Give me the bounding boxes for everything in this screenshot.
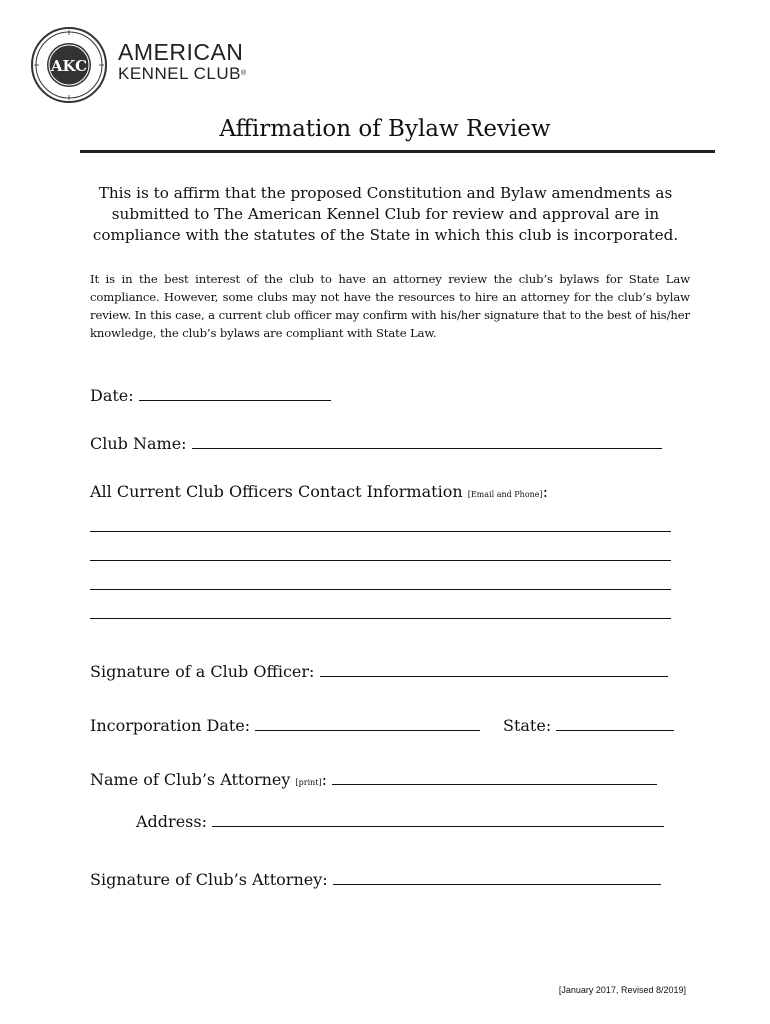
trademark: ® bbox=[240, 70, 247, 77]
club-name-label: Club Name: bbox=[90, 434, 187, 453]
club-name-field bbox=[90, 434, 662, 453]
attorney-name-hint: [print] bbox=[295, 778, 322, 787]
officer-signature-input-line[interactable] bbox=[320, 662, 668, 677]
brand-line-2: KENNEL CLUB® bbox=[118, 64, 247, 83]
attorney-name-input-line[interactable] bbox=[332, 770, 657, 785]
officer-contact-line-1[interactable] bbox=[90, 531, 671, 532]
officer-contact-line-3[interactable] bbox=[90, 589, 671, 590]
state-field bbox=[503, 716, 674, 735]
page-title: Affirmation of Bylaw Review bbox=[219, 116, 551, 142]
attorney-signature-field bbox=[90, 870, 661, 889]
state-input-line[interactable] bbox=[556, 716, 674, 731]
officer-signature-field bbox=[90, 662, 668, 681]
officer-signature-label: Signature of a Club Officer: bbox=[90, 662, 315, 681]
officers-colon: : bbox=[542, 482, 549, 501]
address-input-line[interactable] bbox=[212, 812, 664, 827]
date-input-line[interactable] bbox=[139, 386, 331, 401]
akc-seal-icon bbox=[30, 26, 108, 104]
address-label: Address: bbox=[136, 812, 207, 831]
intro-paragraph: This is to affirm that the proposed Constitution and Bylaw amendments as submitted to The American Kennel Club for review and approval are in compliance with the statutes of the State in which this club is incorporated. bbox=[92, 184, 679, 244]
attorney-signature-input-line[interactable] bbox=[333, 870, 661, 885]
brand-wordmark bbox=[118, 40, 247, 84]
revision-footer: [January 2017, Revised 8/2019] bbox=[558, 985, 686, 995]
date-label: Date: bbox=[90, 386, 134, 405]
incorporation-date-label: Incorporation Date: bbox=[90, 716, 251, 735]
note-paragraph: It is in the best interest of the club to have an attorney review the club’s bylaws for State Law compliance. However, some clubs may not have the resources to hire an attorney for the club’s bylaw review. In this case, a current club officer may confirm with his/her signature that to the best of his/her knowledge, the club’s bylaws are compliant with State Law. bbox=[90, 272, 690, 340]
officers-hint: [Email and Phone] bbox=[467, 490, 543, 499]
incorporation-date-input-line[interactable] bbox=[255, 716, 480, 731]
attorney-signature-label: Signature of Club’s Attorney: bbox=[90, 870, 328, 889]
address-field bbox=[136, 812, 664, 831]
akc-logo bbox=[30, 26, 250, 106]
title-divider bbox=[80, 150, 715, 153]
incorporation-date-field bbox=[90, 716, 480, 735]
date-field bbox=[90, 386, 331, 405]
seal-letters: AKC bbox=[50, 57, 88, 75]
state-label: State: bbox=[503, 716, 552, 735]
attorney-name-field bbox=[90, 770, 657, 789]
brand-line-1: AMERICAN bbox=[118, 39, 244, 65]
officers-label: All Current Club Officers Contact Information bbox=[90, 482, 463, 501]
attorney-name-label: Name of Club’s Attorney bbox=[90, 770, 291, 789]
officer-contact-line-2[interactable] bbox=[90, 560, 671, 561]
attorney-name-colon: : bbox=[321, 770, 328, 789]
club-name-input-line[interactable] bbox=[192, 434, 662, 449]
officer-contact-line-4[interactable] bbox=[90, 618, 671, 619]
officers-field bbox=[90, 482, 548, 501]
